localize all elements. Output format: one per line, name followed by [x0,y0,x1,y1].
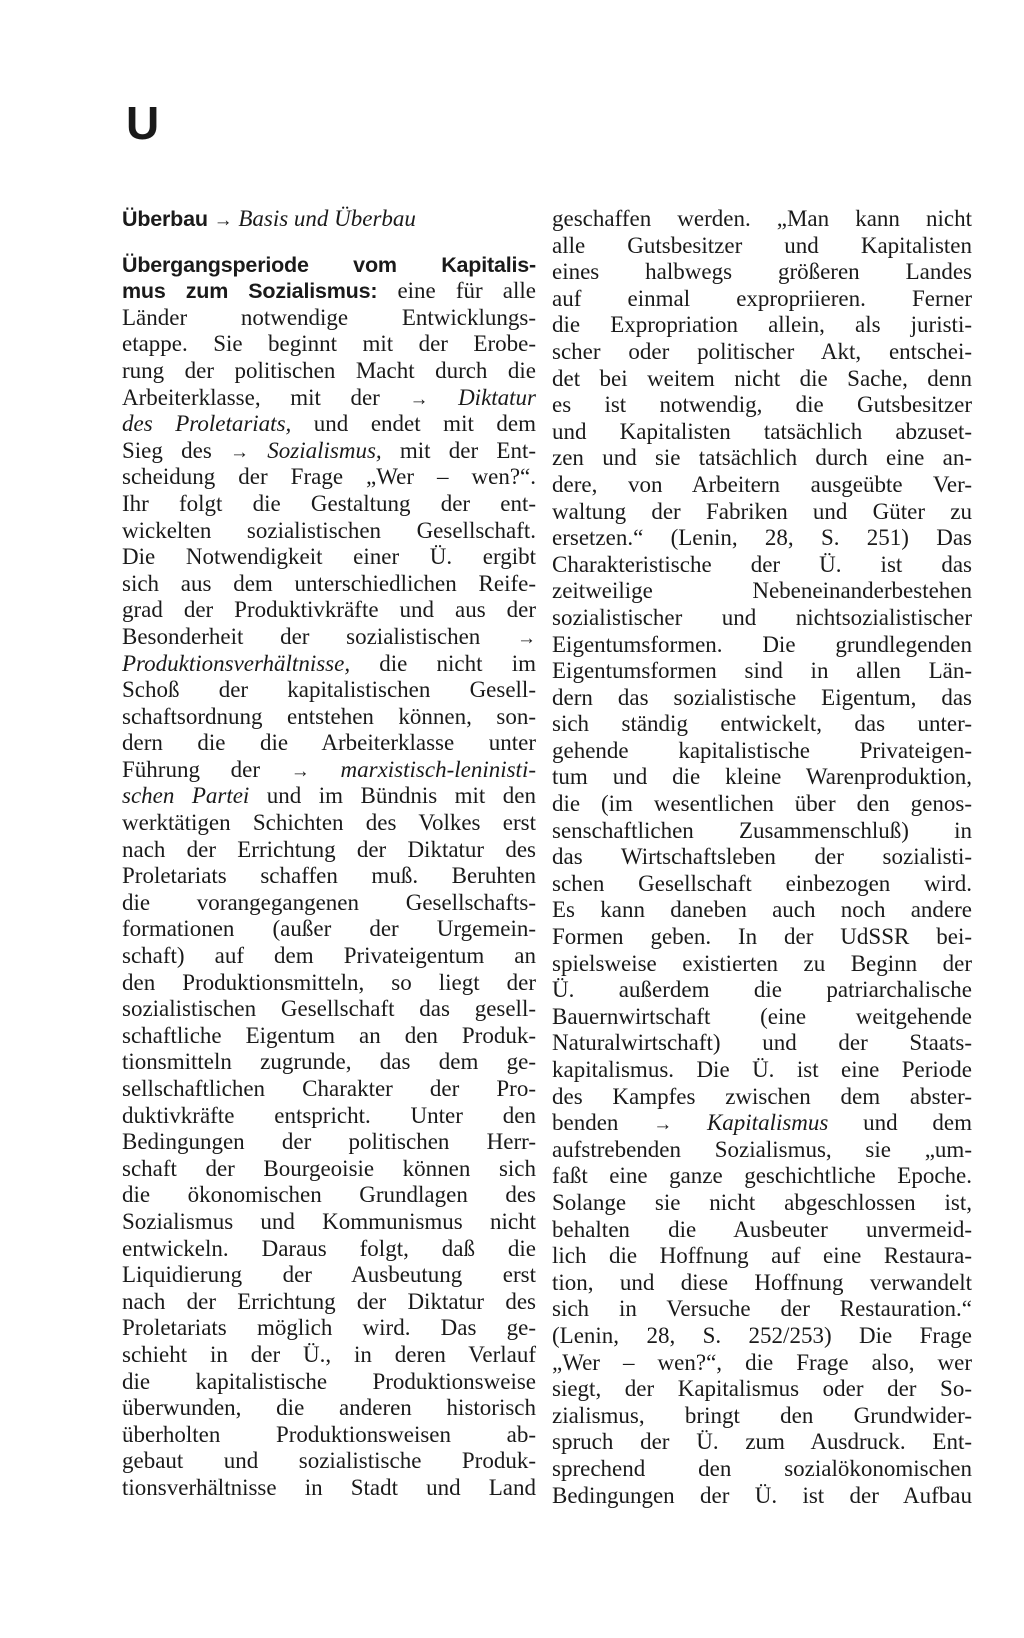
text-line: Bauernwirtschaft (eine weitgehende [552,1003,972,1029]
cross-reference-link: Kapitalismus [706,1110,829,1136]
text-line: tionsmitteln zugrunde, das dem ge- [122,1049,536,1075]
text-line [122,438,536,465]
text-line: die ökonomischen Grundlagen des [122,1182,536,1208]
text-line: spruch der Ü. zum Ausdruck. Ent- [552,1429,972,1455]
text-line: grad der Produktivkräfte und aus der [122,597,536,623]
text-line: „Wer – wen?“, die Frage also, wer [552,1349,972,1375]
text-line: duktivkräfte entspricht. Unter den [122,1102,536,1128]
cross-reference-link: Basis und Überbau [238,206,416,231]
text-line: schaft der Bourgeoisie können sich [122,1155,536,1181]
text-line: (Lenin, 28, S. 252/253) Die Frage [552,1322,972,1348]
text-line: werktätigen Schichten des Volkes erst [122,810,536,836]
text-line: zen und sie tatsächlich durch eine an- [552,445,972,471]
text-line: Liquidierung der Ausbeutung erst [122,1262,536,1288]
text-line: Sozialismus und Kommunismus nicht [122,1208,536,1234]
text-line: scher oder politischer Akt, entschei- [552,338,972,364]
text-line: und Kapitalisten tatsächlich abzuset- [552,418,972,444]
text-segment [249,438,267,463]
text-line: Proletariats möglich wird. Das ge- [122,1315,536,1341]
text-line: sprechend den sozialökonomischen [552,1455,972,1481]
section-letter: U [126,97,160,149]
text-line: die Expropriation allein, als juristi- [552,312,972,338]
cross-reference-arrow-icon: → [517,627,536,649]
cross-reference-link: des Proletariats, [122,411,292,437]
text-line: sich aus dem unterschiedlichen Reife- [122,570,536,596]
text-line [122,385,536,412]
text-line: zeitweilige Nebeneinanderbestehen [552,578,972,604]
text-line: Eigentumsformen. Die grundlegenden [552,631,972,657]
left-column [122,206,536,1502]
cross-reference-link: schen Partei [122,783,250,809]
text-line: sozialistischer und nichtsozialistischer [552,604,972,630]
text-line: ersetzen.“ (Lenin, 28, S. 251) Das [552,525,972,551]
text-line: schieht in der Ü., in deren Verlauf [122,1341,536,1367]
left-column-body [122,305,536,1502]
text-line: überwunden, die anderen historisch [122,1395,536,1421]
text-segment: Arbeiterklasse, mit der [122,384,410,410]
text-line [122,411,536,438]
text-segment: benden [552,1110,654,1136]
text-line: Es kann daneben auch noch andere [552,897,972,923]
text-line: Bedingungen der Ü. ist der Aufbau [552,1482,972,1508]
text-line: Charakteristische der Ü. ist das [552,551,972,577]
text-line: Bedingungen der politischen Herr- [122,1129,536,1155]
text-line: faßt eine ganze geschichtliche Epoche. [552,1163,972,1189]
text-line: gebaut und sozialistische Produk- [122,1448,536,1474]
text-line: tion, und diese Hoffnung verwandelt [552,1269,972,1295]
text-line: waltung der Fabriken und Güter zu [552,498,972,524]
text-line: das Wirtschaftsleben der sozialisti- [552,844,972,870]
right-column-body [552,206,972,1509]
text-segment: Sieg des [122,437,231,463]
text-line: dern die die Arbeiterklasse unter [122,730,536,756]
text-line: siegt, der Kapitalismus oder der So- [552,1376,972,1402]
text-line: alle Gutsbesitzer und Kapitalisten [552,232,972,258]
text-line: Ü. außerdem die patriarchalische [552,977,972,1003]
text-line: spielsweise existierten zu Beginn der [552,950,972,976]
text-line: sozialistischen Gesellschaft das gesell- [122,996,536,1022]
text-line [122,783,536,810]
text-segment: und endet mit dem [291,411,536,437]
text-line: nach der Errichtung der Diktatur des [122,836,536,862]
headword-uebergangsperiode-line1: Übergangsperiode vom Kapitalis- [122,252,536,277]
text-line: etappe. Sie beginnt mit der Erobe- [122,331,536,357]
text-segment [672,1110,707,1135]
text-line: zialismus, bringt den Grundwider- [552,1402,972,1428]
right-column [552,206,972,1509]
text-line: die (im wesentlichen über den genos- [552,791,972,817]
cross-reference-link: Diktatur [458,384,537,410]
text-line: geschaffen werden. „Man kann nicht [552,206,972,231]
cross-reference-arrow-icon: → [213,210,233,231]
text-line: nach der Errichtung der Diktatur des [122,1288,536,1314]
text-line: sich in Versuche der Restauration.“ [552,1296,972,1322]
text-line: kapitalismus. Die Ü. ist eine Periode [552,1057,972,1082]
text-line: Eigentumsformen sind in allen Län- [552,658,972,684]
text-line: Die Notwendigkeit einer Ü. ergibt [122,544,536,570]
text-line: scheidung der Frage „Wer – wen?“. [122,464,536,490]
cross-reference-arrow-icon: → [290,760,310,782]
text-line: dere, von Arbeitern ausgeübte Ver- [552,471,972,497]
text-line: schaft) auf dem Privateigentum an [122,943,536,969]
text-segment: die nicht im [350,650,536,676]
text-line: Länder notwendige Entwicklungs- [122,304,536,330]
text-line: wickelten sozialistischen Gesellschaft. [122,517,536,543]
text-line: eines halbwegs größeren Landes [552,259,972,285]
text-line: den Produktionsmitteln, so liegt der [122,969,536,995]
text-segment: und dem [828,1110,972,1136]
headword-ueberbau: Überbau [122,207,208,231]
text-line: dern das sozialistische Eigentum, das [552,684,972,710]
headword-uebergangsperiode-line2: mus zum Sozialismus: eine für alle [122,278,536,304]
cross-reference-arrow-icon: → [409,388,429,410]
text-line: es ist notwendig, die Gutsbesitzer [552,392,972,418]
text-line: Formen geben. In der UdSSR bei- [552,924,972,950]
cross-reference-arrow-icon: → [653,1114,673,1136]
text-line: Proletariats schaffen muß. Beruhten [122,863,536,889]
entry-gap [122,233,536,252]
text-line: behalten die Ausbeuter unvermeid- [552,1216,972,1242]
text-line: entwickeln. Daraus folgt, daß die [122,1235,536,1261]
text-segment: Besonderheit der sozialistischen [122,623,517,649]
text-line: sellschaftlichen Charakter der Pro- [122,1076,536,1101]
text-line: Solange sie nicht abgeschlossen ist, [552,1189,972,1215]
text-line: überholten Produktionsweisen ab- [122,1421,536,1447]
text-line: tum und die kleine Warenproduktion, [552,764,972,790]
text-line [122,651,536,678]
text-line [122,757,536,784]
entry-ueberbau [122,206,536,233]
text-segment: mit der Ent- [381,437,536,463]
cross-reference-link: Produktionsverhältnisse, [122,650,351,676]
text-line: tionsverhältnisse in Stadt und Land [122,1474,536,1500]
text-line: Schoß der kapitalistischen Gesell- [122,677,536,703]
cross-reference-link: marxistisch-leninisti- [340,756,536,782]
text-line: des Kampfes zwischen dem abster- [552,1083,972,1109]
text-line: die vorangegangenen Gesellschafts- [122,889,536,915]
text-line: schaftliche Eigentum an den Produk- [122,1022,536,1048]
text-line: gehende kapitalistische Privateigen- [552,737,972,763]
text-line: die kapitalistische Produktionsweise [122,1368,536,1394]
text-line: schen Gesellschaft einbezogen wird. [552,870,972,896]
text-line: det bei weitem nicht die Sache, denn [552,365,972,391]
text-segment: und im Bündnis mit den [249,783,536,809]
definition-start: eine für alle [397,278,536,304]
text-segment [310,757,341,782]
text-line: sich ständig entwickelt, das unter- [552,711,972,737]
text-line: Ihr folgt die Gestaltung der ent- [122,490,536,516]
text-line [122,624,536,651]
text-line: senschaftlichen Zusammenschluß) in [552,817,972,843]
cross-reference-link: Sozialismus, [267,437,382,463]
text-line: formationen (außer der Urgemein- [122,916,536,942]
text-segment: Führung der [122,756,291,782]
text-line: auf einmal expropriieren. Ferner [552,285,972,311]
text-line: aufstrebenden Sozialismus, sie „um- [552,1136,972,1162]
text-line: lich die Hoffnung auf eine Restaura- [552,1243,972,1269]
text-segment [428,385,458,410]
text-line: schaftsordnung entstehen können, son- [122,703,536,729]
text-line: Naturalwirtschaft) und der Staats- [552,1030,972,1056]
cross-reference-arrow-icon: → [230,441,250,463]
text-line: rung der politischen Macht durch die [122,357,536,383]
text-line [552,1110,972,1137]
